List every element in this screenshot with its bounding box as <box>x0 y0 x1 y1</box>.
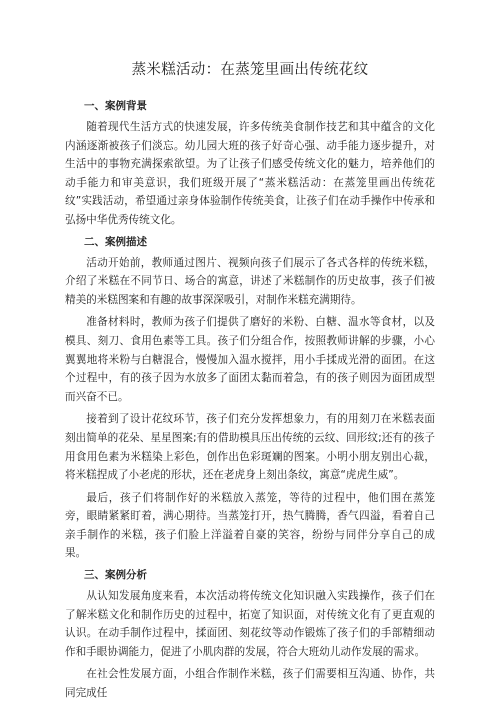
section-background <box>65 98 435 230</box>
section-heading: 二、案例描述 <box>84 235 147 248</box>
paragraph: 在社会性发展方面，小组合作制作米糕，孩子们需要相互沟通、协作，共同完成任 <box>65 668 435 700</box>
section-description <box>65 234 435 564</box>
paragraph: 从认知发展角度来看，本次活动将传统文化知识融入实践操作，孩子们在了解米糕文化和制作历史的过程中，拓宽了知识面，对传统文化有了更直观的认识。在动手制作过程中，揉面团、刻花纹等动作锻炼了孩子们的手部精细动作和手眼协调能力，促进了小肌肉群的发展，符合大班幼儿动作发展的需求。 <box>65 590 435 658</box>
paragraph: 接着到了设计花纹环节，孩子们充分发挥想象力，有的用刻刀在米糕表面刻出简单的花朵、星星图案;有的借助模具压出传统的云纹、回形纹;还有的孩子用食用色素为米糕染上彩色，创作出色彩斑斓的图案。小明小朋友别出心裁，将米糕捏成了小老虎的形状，还在老虎身上刻出条纹，寓意“虎虎生威”。 <box>65 413 435 482</box>
document-title: 蒸米糕活动：在蒸笼里画出传统花纹 <box>131 62 369 78</box>
paragraph: 活动开始前，教师通过图片、视频向孩子们展示了各式各样的传统米糕，介绍了米糕在不同节日、场合的寓意，讲述了米糕制作的历史故事，孩子们被精美的米糕图案和有趣的故事深深吸引，对制作米糕充满期待。 <box>65 256 435 306</box>
paragraph: 最后，孩子们将制作好的米糕放入蒸笼，等待的过程中，他们围在蒸笼旁，眼睛紧紧盯着，满心期待。当蒸笼打开，热气腾腾，香气四溢，看着自己亲手制作的米糕，孩子们脸上洋溢着自豪的笑容，纷纷与同伴分享自己的成果。 <box>65 491 435 560</box>
paragraph: 随着现代生活方式的快速发展，许多传统美食制作技艺和其中蕴含的文化内涵逐渐被孩子们淡忘。幼儿园大班的孩子好奇心强、动手能力逐步提升，对生活中的事物充满探索欲望。为了让孩子们感受传统文化的魅力，培养他们的动手能力和审美意识，我们班级开展了“蒸米糕活动：在蒸笼里画出传统花纹”实践活动，希望通过亲身体验制作传统美食，让孩子们在动手操作中传承和弘扬中华优秀传统文化。 <box>65 121 435 226</box>
paragraph: 准备材料时，教师为孩子们提供了磨好的米粉、白糖、温水等食材，以及模具、刻刀、食用色素等工具。孩子们分组合作，按照教师讲解的步骤，小心翼翼地将米粉与白糖混合，慢慢加入温水搅拌，用小手揉成光滑的面团。在这个过程中，有的孩子因为水放多了面团太黏而着急，有的孩子则因为面团成型而兴奋不已。 <box>65 316 435 403</box>
section-heading: 一、案例背景 <box>84 100 147 112</box>
section-analysis <box>65 567 435 703</box>
section-heading: 三、案例分析 <box>84 569 147 582</box>
